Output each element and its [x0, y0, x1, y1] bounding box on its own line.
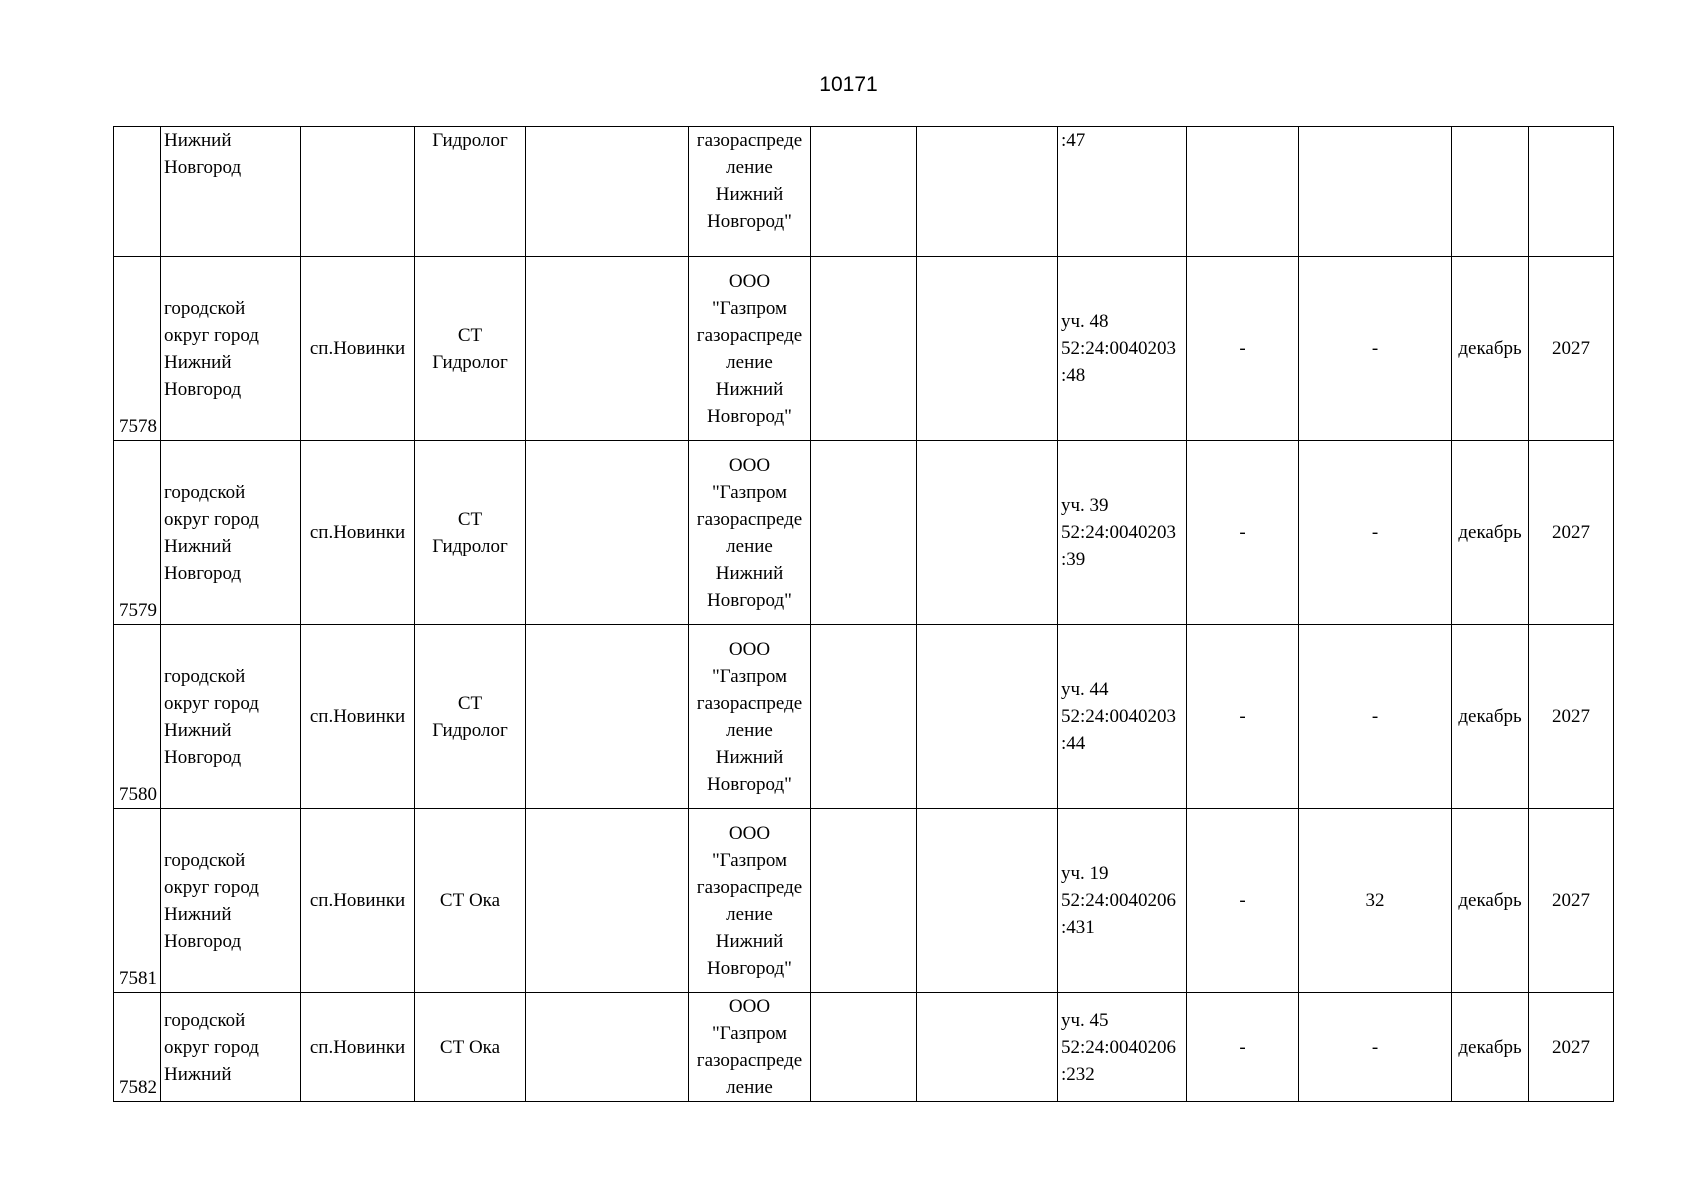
- empty-cell: [526, 993, 689, 1102]
- dash-cell: [1187, 127, 1299, 257]
- empty-cell: [811, 257, 917, 441]
- plot-cell: уч. 44 52:24:0040203 :44: [1058, 625, 1187, 809]
- st-cell: СТ Гидролог: [415, 625, 526, 809]
- empty-cell: [811, 993, 917, 1102]
- plot-cell: уч. 48 52:24:0040203 :48: [1058, 257, 1187, 441]
- table-row: [114, 809, 1614, 993]
- empty-cell: [811, 441, 917, 625]
- row-number: [114, 127, 161, 257]
- settlement-cell: сп.Новинки: [301, 441, 415, 625]
- st-cell: СТ Ока: [415, 809, 526, 993]
- organization-cell: газораспреде ление Нижний Новгород": [689, 127, 811, 257]
- value-cell: 32: [1299, 809, 1452, 993]
- empty-cell: [526, 441, 689, 625]
- district-cell: городской округ город Нижний Новгород: [161, 809, 301, 993]
- month-cell: декабрь: [1452, 993, 1529, 1102]
- page-number: 10171: [819, 73, 878, 96]
- year-cell: 2027: [1529, 809, 1614, 993]
- table-row: [114, 257, 1614, 441]
- dash-cell: -: [1187, 809, 1299, 993]
- table-row: [114, 625, 1614, 809]
- district-cell: Нижний Новгород: [161, 127, 301, 257]
- plot-cell: уч. 45 52:24:0040206 :232: [1058, 993, 1187, 1102]
- plot-cell: уч. 39 52:24:0040203 :39: [1058, 441, 1187, 625]
- value-cell: -: [1299, 441, 1452, 625]
- row-number: 7579: [114, 441, 161, 625]
- row-number: 7581: [114, 809, 161, 993]
- empty-cell: [811, 809, 917, 993]
- settlement-cell: сп.Новинки: [301, 625, 415, 809]
- settlement-cell: сп.Новинки: [301, 809, 415, 993]
- table-row: [114, 993, 1614, 1102]
- month-cell: [1452, 127, 1529, 257]
- organization-cell: ООО "Газпром газораспреде ление Нижний Новгород": [689, 441, 811, 625]
- settlement-cell: [301, 127, 415, 257]
- organization-cell: ООО "Газпром газораспреде ление Нижний Новгород": [689, 625, 811, 809]
- value-cell: [1299, 127, 1452, 257]
- dash-cell: -: [1187, 625, 1299, 809]
- row-number: 7578: [114, 257, 161, 441]
- table-row: [114, 127, 1614, 257]
- dash-cell: -: [1187, 441, 1299, 625]
- empty-cell: [526, 257, 689, 441]
- month-cell: декабрь: [1452, 809, 1529, 993]
- value-cell: -: [1299, 625, 1452, 809]
- st-cell: Гидролог: [415, 127, 526, 257]
- month-cell: декабрь: [1452, 625, 1529, 809]
- empty-cell: [917, 257, 1058, 441]
- empty-cell: [811, 127, 917, 257]
- empty-cell: [526, 127, 689, 257]
- value-cell: -: [1299, 993, 1452, 1102]
- organization-cell: ООО "Газпром газораспреде ление Нижний Новгород": [689, 809, 811, 993]
- year-cell: 2027: [1529, 441, 1614, 625]
- month-cell: декабрь: [1452, 441, 1529, 625]
- dash-cell: -: [1187, 257, 1299, 441]
- settlement-cell: сп.Новинки: [301, 257, 415, 441]
- st-cell: СТ Гидролог: [415, 257, 526, 441]
- empty-cell: [811, 625, 917, 809]
- st-cell: СТ Ока: [415, 993, 526, 1102]
- st-cell: СТ Гидролог: [415, 441, 526, 625]
- row-number: 7582: [114, 993, 161, 1102]
- district-cell: городской округ город Нижний Новгород: [161, 441, 301, 625]
- empty-cell: [526, 625, 689, 809]
- empty-cell: [917, 625, 1058, 809]
- settlement-cell: сп.Новинки: [301, 993, 415, 1102]
- month-cell: декабрь: [1452, 257, 1529, 441]
- district-cell: городской округ город Нижний Новгород: [161, 625, 301, 809]
- organization-cell: ООО "Газпром газораспреде ление: [689, 993, 811, 1102]
- register-table: [113, 126, 1614, 1102]
- row-number: 7580: [114, 625, 161, 809]
- organization-cell: ООО "Газпром газораспреде ление Нижний Новгород": [689, 257, 811, 441]
- plot-cell: :47: [1058, 127, 1187, 257]
- empty-cell: [917, 441, 1058, 625]
- empty-cell: [917, 809, 1058, 993]
- year-cell: [1529, 127, 1614, 257]
- district-cell: городской округ город Нижний Новгород: [161, 257, 301, 441]
- district-cell: городской округ город Нижний: [161, 993, 301, 1102]
- year-cell: 2027: [1529, 257, 1614, 441]
- empty-cell: [917, 993, 1058, 1102]
- year-cell: 2027: [1529, 993, 1614, 1102]
- value-cell: -: [1299, 257, 1452, 441]
- year-cell: 2027: [1529, 625, 1614, 809]
- empty-cell: [917, 127, 1058, 257]
- plot-cell: уч. 19 52:24:0040206 :431: [1058, 809, 1187, 993]
- empty-cell: [526, 809, 689, 993]
- table-row: [114, 441, 1614, 625]
- dash-cell: -: [1187, 993, 1299, 1102]
